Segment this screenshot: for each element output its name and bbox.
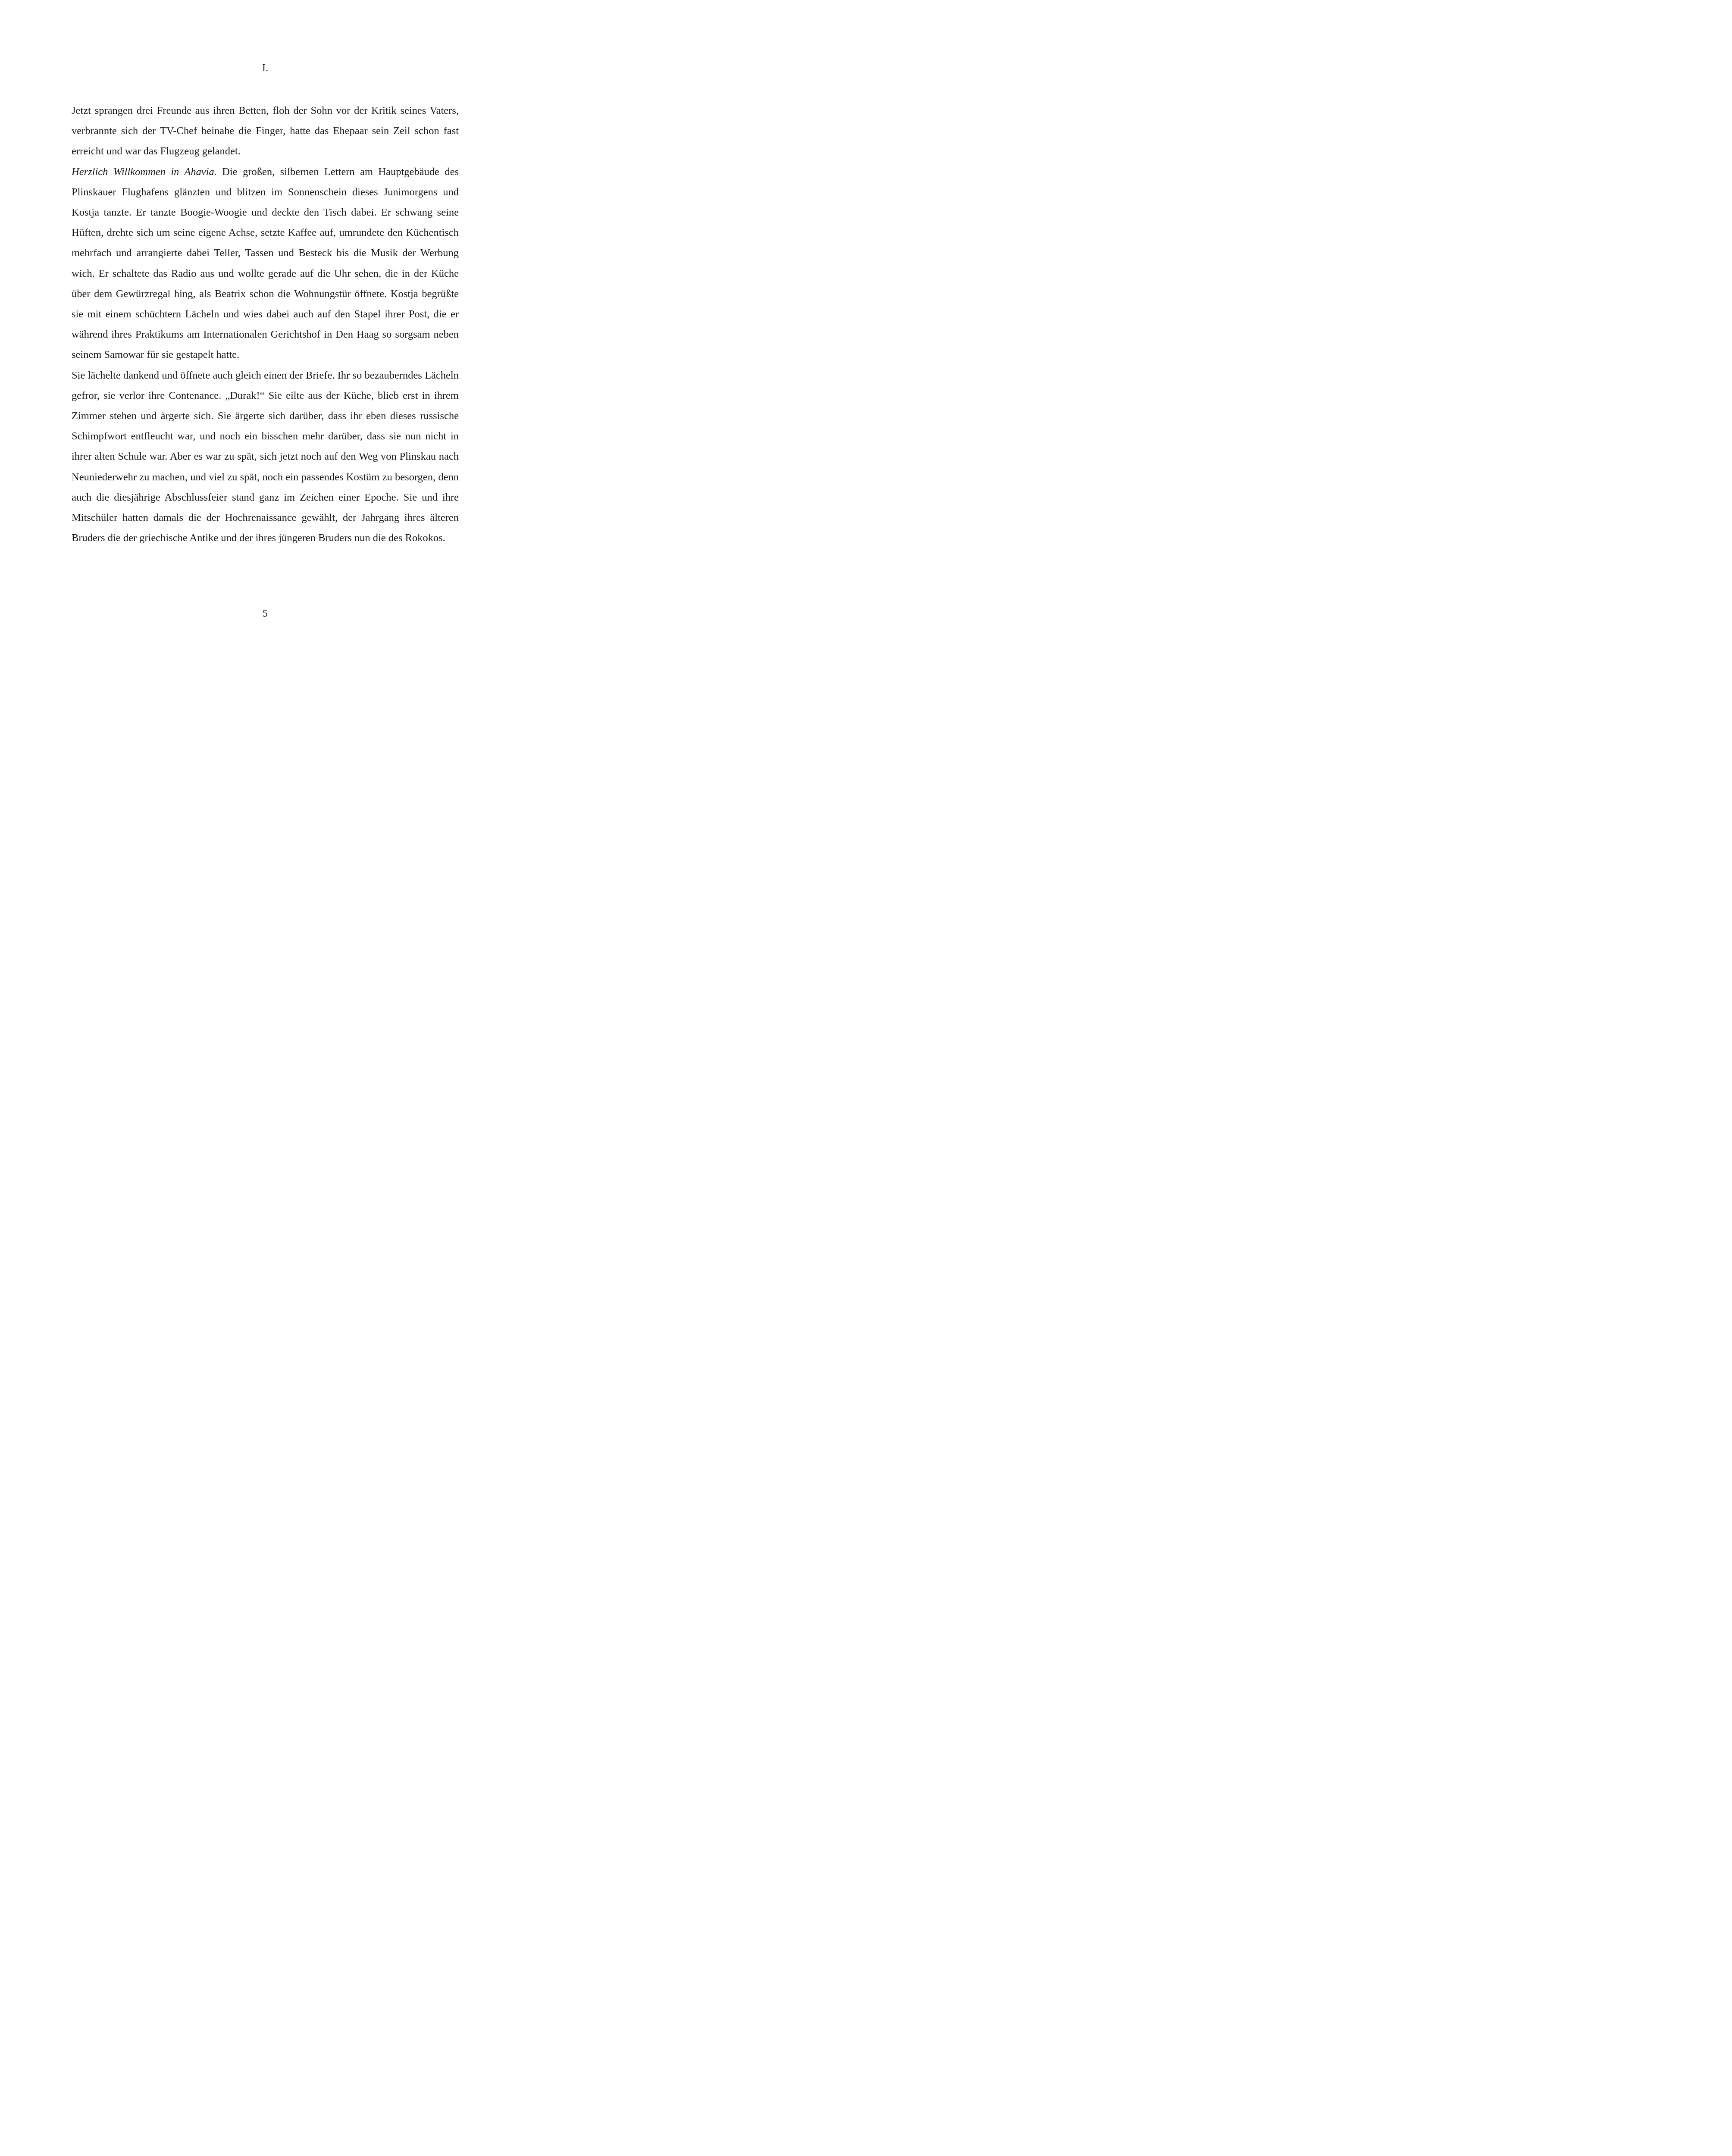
book-page bbox=[0, 0, 530, 686]
chapter-heading: I. bbox=[262, 63, 268, 74]
page-number: 5 bbox=[263, 608, 268, 619]
body-text bbox=[72, 100, 459, 548]
paragraph-3: Sie lächelte dankend und öffnete auch gleich einen der Briefe. Ihr so bezauberndes Lächeln gefror, sie verlor ihre Contenance. „Durak!“ Sie eilte aus der Küche, blieb erst in ihrem Zimmer stehen und ärgerte sich. Sie ärgerte sich darüber, dass ihr eben dieses russische Schimpfwort entfleucht war, und noch ein bisschen mehr darüber, dass sie nun nicht in ihrer alten Schule war. Aber es war zu spät, sich jetzt noch auf den Weg von Plinskau nach Neuniederwehr zu machen, und viel zu spät, noch ein passendes Kostüm zu besorgen, denn auch die diesjährige Abschlussfeier stand ganz im Zeichen einer Epoche. Sie und ihre Mitschüler hatten damals die der Hochrenaissance gewählt, der Jahrgang ihres älteren Bruders die der griechische Antike und der ihres jüngeren Bruders nun die des Rokokos. bbox=[72, 369, 459, 544]
greeting-italic: Herzlich Willkommen in Ahavia. bbox=[72, 166, 217, 178]
paragraph-2-text: Die großen, silbernen Lettern am Hauptgebäude des Plinskauer Flughafens glänzten und blitzen im Sonnenschein dieses Junimorgens und Kostja tanzte. Er tanzte Boogie-Woogie und deckte den Tisch dabei. Er schwang seine Hüften, drehte sich um seine eigene Achse, setzte Kaffee auf, umrundete den Küchentisch mehrfach und arrangierte dabei Teller, Tassen und Besteck bis die Musik der Werbung wich. Er schaltete das Radio aus und wollte gerade auf die Uhr sehen, die in der Küche über dem Gewürzregal hing, als Beatrix schon die Wohnungstür öffnete. Kostja begrüßte sie mit einem schüchtern Lächeln und wies dabei auch auf den Stapel ihrer Post, die er während ihres Praktikums am Internationalen Gerichtshof in Den Haag so sorgsam neben seinem Samowar für sie gestapelt hatte. bbox=[72, 166, 459, 361]
paragraph-1: Jetzt sprangen drei Freunde aus ihren Betten, floh der Sohn vor der Kritik seines Vaters, verbrannte sich der TV-Chef beinahe die Finger, hatte das Ehepaar sein Zeil schon fast erreicht und war das Flugzeug gelandet. bbox=[72, 105, 459, 157]
paragraph-2 bbox=[72, 162, 459, 365]
